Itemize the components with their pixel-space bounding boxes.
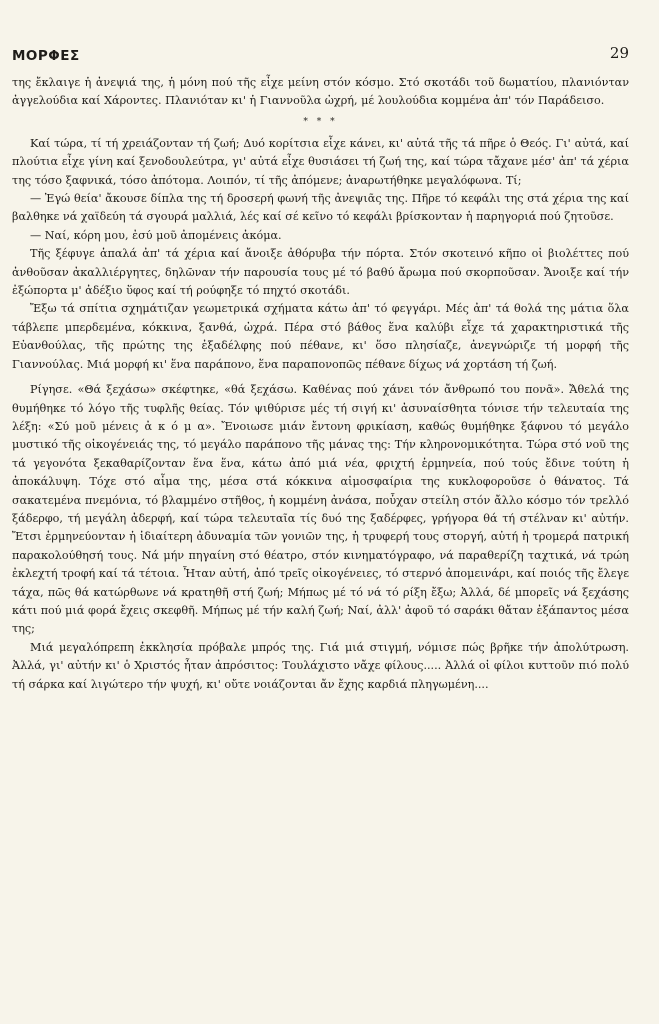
paragraph: Ἔξω τά σπίτια σχημάτιζαν γεωμετρικά σχήματα κάτω ἀπ' τό φεγγάρι. Μές ἀπ' τά θολά της μάτια ὅλα τάβλεπε μπερδεμένα, κόκκινα, ξανθά, ὠχρά. Πέρα στό βάθος ἕνα καλύβι εἶχε τά χαρακτηριστικά τῆς Εὐανθούλας, τῆς πρώτης της ἐξαδέλφης πού πέθανε, κι' ὅσο πλησίαζε, ἀνεγνώριζε τή μορφή τῆς Γιαννούλας. Μιά μορφή κι' ἕνα παράπονο, ἕνα παραπονοπῶς πέθανε δίχως νά χορτάση τή ζωή. (12, 302, 629, 371)
paragraph: Καί τώρα, τί τή χρειάζονταν τή ζωή; Δυό κορίτσια εἶχε κάνει, κι' αὐτά τῆς τά πῆρε ὁ Θεός. Γι' αὐτά, καί πλούτια εἶχε γίνη καί ξενοδουλεύτρα, γι' αὐτά εἶχε θυσιάσει τή ζωή της, καί τώρα τἄχανε μέσ' ἀπ' τά χέρια της τόσο ξαφνικά, τόσο ἀπότομα. Λοιπόν, τί τῆς ἀπόμενε; ἀναρωτήθηκε μεγαλόφωνα. Τί; (12, 136, 629, 187)
page-number: 29 (609, 44, 629, 62)
paragraph: Μιά μεγαλόπρεπη ἐκκλησία πρόβαλε μπρός της. Γιά μιά στιγμή, νόμισε πώς βρῆκε τήν ἀπολύτρωση. Ἀλλά, γι' αὐτήν κι' ὁ Χριστός ἦταν ἀπρόσιτος: Τουλάχιστο νἄχε φίλους..... Ἀλλά οἱ φίλοι κυττοῦν πιό πολύ τή σάρκα καί λιγώτερο τήν ψυχή, κι' οὔτε νοιάζονται ἄν ἔχης καρδιά πληγωμένη.... (12, 640, 629, 691)
paragraph-gap (12, 374, 629, 381)
paragraph: Ρίγησε. «Θά ξεχάσω» σκέφτηκε, «θά ξεχάσω. Καθένας πού χάνει τόν ἄνθρωπό του πονᾶ». Ἄθελά της θυμήθηκε τό λόγο τῆς τυφλῆς θείας. Τόν ψιθύρισε μές τή σιγή κι' ἀσυναίσθητα τόνισε τήν τελευταία της λέξη: «Σύ μοῦ μένεις ἀ κ ό μ α». Ἔνοιωσε μιάν ἔντονη φρικίαση, καθώς θυμήθηκε ξάφνου τό μεγάλο μυστικό τῆς οἰκογένειάς της, τό μεγάλο παράπονο τῆς μάνας της: Τήν κληρονομικότητα. Τώρα στό νοῦ της τά γεγονότα ξεκαθαρίζονταν ἕνα ἕνα, κάτω ἀπό μιά νέα, φριχτή ἑρμηνεία, πού τούς ἔδινε τούτη ἡ ἀποκάλυψη. Τόχε στό αἷμα της, μέσα στά κόκκινα αἱμοσφαίρια της κυκλοφοροῦσε ὁ θάνατος. Τά σακατεμένα πνεμόνια, τό βλαμμένο στῆθος, ἡ κομμένη ἀνάσα, ποὖχαν στείλη στόν ἄλλο κόσμο τόν τρελλό ξάδερφο, τή μεγάλη ἀδερφή, καί τώρα τελευταῖα τίς δυό της ξαδέρφες, γρήγορα θά τή στέλναν κι' αὐτήν. Ἔτσι ἑρμηνεύονταν ἡ ἰδιαίτερη ἀδυναμία τῶν γονιῶν της, ἡ τρυφερή τους στοργή, αὐτή ἡ τρομερά πατρική παρακολούθησή τους. Νά μήν πηγαίνη στό θέατρο, στόν κινηματόγραφο, νά παραθερίζη ταχτικά, νά τρώη ἐκλεχτή τροφή καί τά τέτοια. Ἦταν αὐτή, ἀπό τρεῖς οἰκογένειες, τό στερνό ἀπομεινάρι, καί ποιός τῆς ἔλεγε τάχα, πῶς θά κατώρθωνε νά κρατηθῆ στή ζωή; Μήπως μέ τό νά τό ρίξη ἔξω; Ἀλλά, δέ μπορεῖς νά ξεχάσης κάτι πού μιά φορά ἔχεις σκεφθῆ. Μήπως μέ τήν καλή ζωή; Ναί, ἀλλ' ἀφοῦ τό σαράκι θἄταν ἐξάπαντος μέσα της; (12, 383, 629, 636)
paragraph: — Ἐγώ θεία' ἄκουσε δίπλα της τή δροσερή φωνή τῆς ἀνεψιᾶς της. Πῆρε τό κεφάλι της στά χέρια της καί βαλθηκε νά χαϊδεύη τά σγουρά μαλλιά, λές καί σέ κεῖνο τό κεφάλι βρίσκονταν ἡ παρηγοριά πού ζητοῦσε. (12, 192, 629, 224)
paragraph: — Ναί, κόρη μου, ἐσύ μοῦ ἀπομένεις ἀκόμα. (30, 228, 282, 242)
paragraph: Τῆς ξέφυγε ἁπαλά ἀπ' τά χέρια καί ἄνοιξε ἀθόρυβα τήν πόρτα. Στόν σκοτεινό κῆπο οἱ βιολέττες πού ἀνθοῦσαν ἀκαλλιέργητες, δηλῶναν τήν παρουσία τους μέ τό βαθύ ἄρωμα πού σκορποῦσαν. Ἄνοιξε καί τήν ἐξώπορτα μ' ἀδέξιο ὕφος καί τή ρούφηξε τό πηχτό σκοτάδι. (12, 247, 629, 298)
section-separator: * * * (303, 116, 338, 127)
paragraph: της ἔκλαιγε ἡ ἀνεψιά της, ἡ μόνη πού τῆς εἶχε μείνη στόν κόσμο. Στό σκοτάδι τοῦ δωματίου, πλανιόνταν ἀγγελούδια καί Χάροντες. Πλανιόταν κι' ἡ Γιαννοῦλα ὠχρή, μέ λουλούδια κομμένα ἀπ' τόν Παράδεισο. (12, 76, 629, 108)
running-title: ΜΟΡΦΕΣ (12, 48, 80, 64)
body-text (12, 74, 629, 694)
page-header (12, 44, 629, 74)
